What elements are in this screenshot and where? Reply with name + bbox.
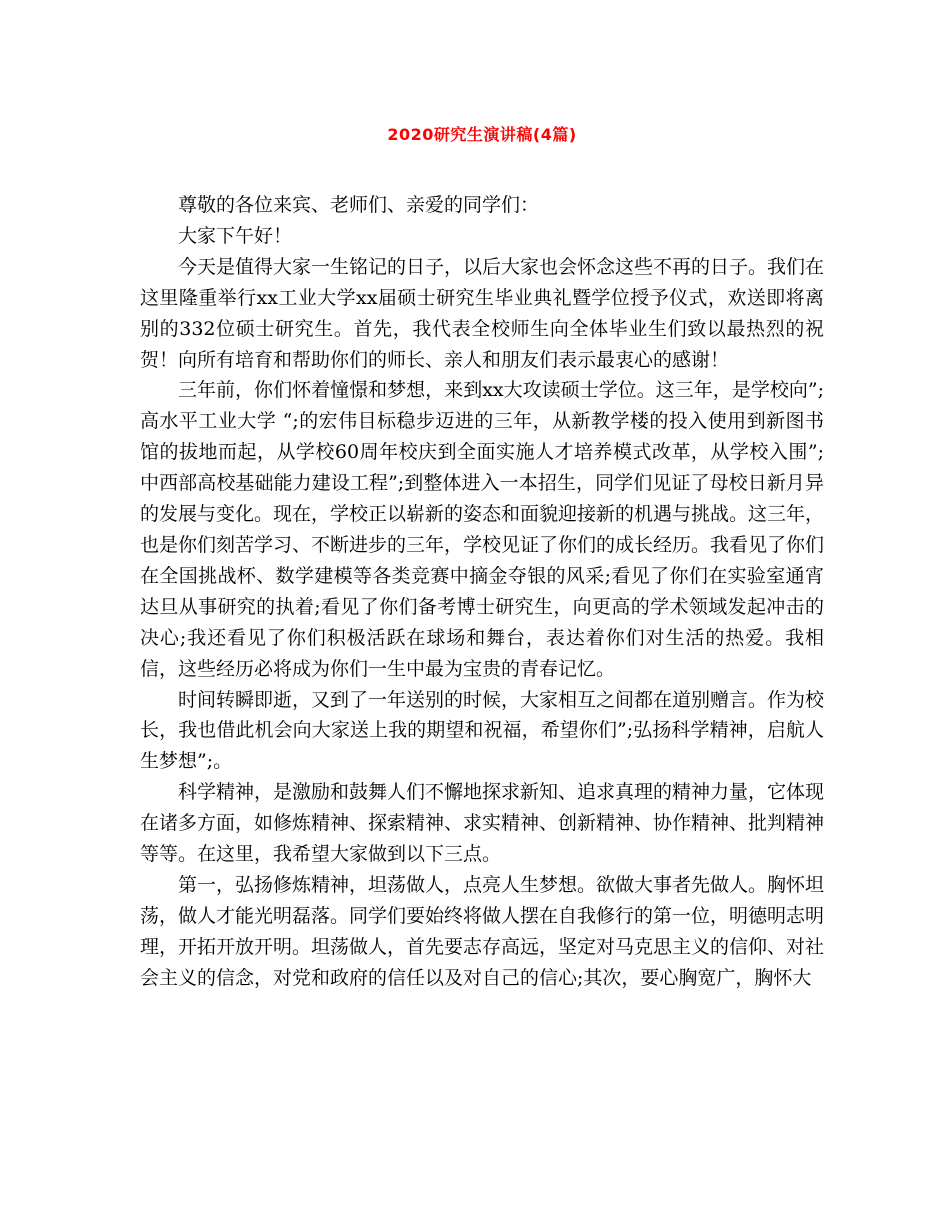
body-paragraph: 三年前，你们怀着憧憬和梦想，来到xx大攻读硕士学位。这三年，是学校向”;高水平工业大学 “;的宏伟目标稳步迈进的三年，从新教学楼的投入使用到新图书馆的拔地而起，从学校60周年校庆到全面实施人才培养模式改革，从学校入围”;中西部高校基础能力建设工程”;到整体进入一本招生，同学们见证了母校日新月异的发展与变化。现在，学校正以崭新的姿态和面貌迎接新的机遇与挑战。这三年，也是你们刻苦学习、不断进步的三年，学校见证了你们的成长经历。我看见了你们在全国挑战杯、数学建模等各类竞赛中摘金夺银的风采;看见了你们在实验室通宵达旦从事研究的执着;看见了你们备考博士研究生，向更高的学术领域发起冲击的决心;我还看见了你们积极活跃在球场和舞台，表达着你们对生活的热爱。我相信，这些经历必将成为你们一生中最为宝贵的青春记忆。 [140, 379, 825, 680]
greeting-paragraph: 大家下午好！ [178, 224, 293, 247]
body-paragraph: 时间转瞬即逝，又到了一年送别的时候，大家相互之间都在道别赠言。作为校长，我也借此机会向大家送上我的期望和祝福，希望你们”;弘扬科学精神，启航人生梦想”;。 [140, 688, 825, 773]
body-paragraph: 科学精神，是激励和鼓舞人们不懈地探求新知、追求真理的精神力量，它体现在诸多方面，如修炼精神、探索精神、求实精神、创新精神、协作精神、批判精神等等。在这里，我希望大家做到以下三点。 [140, 781, 825, 866]
body-paragraph: 第一，弘扬修炼精神，坦荡做人，点亮人生梦想。欲做大事者先做人。胸怀坦荡，做人才能光明磊落。同学们要始终将做人摆在自我修行的第一位，明德明志明理，开拓开放开明。坦荡做人，首先要志存高远，坚定对马克思主义的信仰、对社会主义的信念，对党和政府的信任以及对自己的信心;其次，要心胸宽广，胸怀大 [140, 873, 825, 989]
document-title: 2020研究生演讲稿(4篇) [387, 125, 577, 144]
document-body [140, 190, 824, 994]
document-page [140, 118, 824, 1198]
body-paragraph: 今天是值得大家一生铭记的日子，以后大家也会怀念这些不再的日子。我们在这里隆重举行xx工业大学xx届硕士研究生毕业典礼暨学位授予仪式，欢送即将离别的332位硕士研究生。首先，我代表全校师生向全体毕业生们致以最热烈的祝贺！向所有培育和帮助你们的师长、亲人和朋友们表示最衷心的感谢！ [140, 255, 825, 371]
salutation-paragraph: 尊敬的各位来宾、老师们、亲爱的同学们： [178, 194, 540, 216]
